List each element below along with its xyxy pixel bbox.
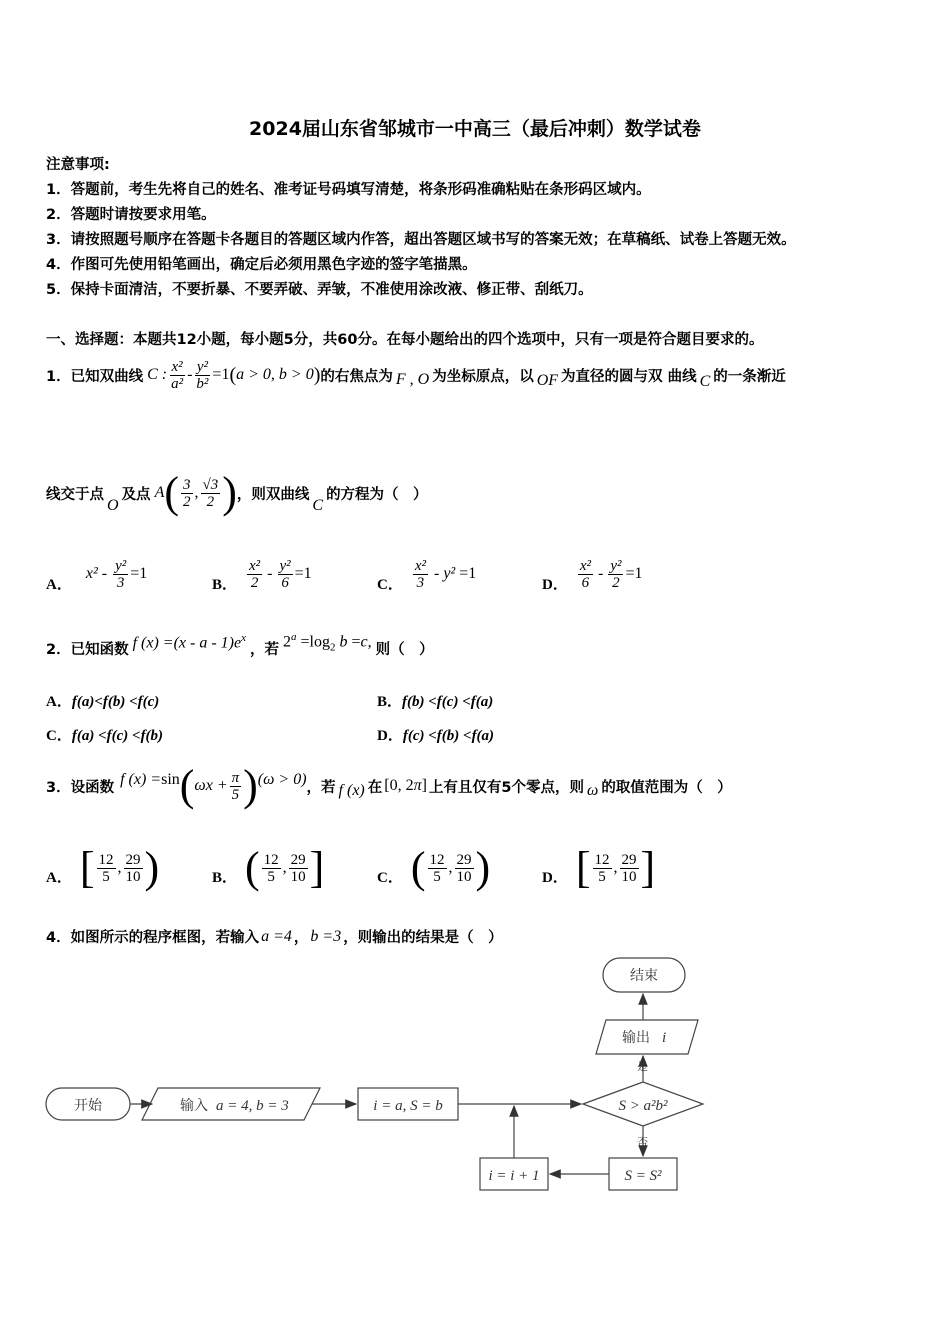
q1-text: 为直径的圆与双 曲线 xyxy=(561,368,697,385)
q3-text: 上有且仅有5个零点，则 xyxy=(428,779,585,796)
note-item: 4．作图可先使用铅笔画出，确定后必须用黑色字迹的签字笔描黑。 xyxy=(46,257,477,273)
q1-hyperbola-formula: C : xyxy=(147,366,168,383)
fraction: $\frac{\text{x²}}{\text{a²}}$ xyxy=(171,358,184,392)
flow-yes-label: 是 xyxy=(637,1060,648,1073)
question-3: 3．设函数 f (x) = sin ( ωx + $\frac{\pi}{5}$ ) (ω > 0) ，若 f (x) 在 [0, 2π] 上有且仅有5个零点，则 ω 的取值范围为（ ） xyxy=(46,761,732,810)
q3-text: 在 xyxy=(367,779,383,796)
q2-option-c[interactable]: C．f(a) <f(c) <f(b) xyxy=(46,728,164,744)
flow-assign-label: i = a, S = b xyxy=(373,1098,443,1114)
q2-text: ，若 xyxy=(250,641,279,658)
flow-square-label: S = S² xyxy=(624,1168,662,1184)
flow-no-label: 否 xyxy=(637,1136,648,1149)
q1-number: 1．已知双曲线 xyxy=(46,368,144,385)
q4-text: ，则输出的结果是（ ） xyxy=(343,930,503,946)
flow-output-math: i xyxy=(662,1030,667,1046)
note-item: 3．请按照题号顺序在答题卡各题目的答题区域内作答，超出答题区域书写的答案无效；在草稿纸、试卷上答题无效。 xyxy=(46,232,796,248)
flowchart xyxy=(0,950,950,1210)
q4-math: b =3 xyxy=(310,927,342,945)
question-4 xyxy=(46,926,503,947)
q3-text: 3．设函数 xyxy=(46,779,115,796)
q1-option-b[interactable]: B． $\frac{\text{x²}}{2}$ - $\frac{\text{y²}}{6}$ =1 xyxy=(212,557,312,593)
flow-condition-label: S > a²b² xyxy=(618,1098,668,1114)
q4-math: a =4 xyxy=(261,927,292,945)
q1-text: 的方程为（ ） xyxy=(326,486,428,503)
q3-text: 的取值范围为（ ） xyxy=(601,779,732,796)
question-1-line-1: 1．已知双曲线 C : $\frac{\text{x²}}{\text{a²}}$ - $\frac{\text{y²}}{\text{b²}}$ =1 ( a > 0, b > 0 ) 的右焦点为 F , O 为坐标原点，以 OF 为直径的圆与双 曲线 C 的一条渐近 xyxy=(46,358,786,392)
q2-text: 2．已知函数 xyxy=(46,641,129,658)
question-1-line-2: 线交于点 O 及点 A ( $\frac{3}{2}$ , $\frac{√3}{2}$ ) ，则双曲线 C 的方程为（ ） xyxy=(46,468,428,517)
fraction: $\frac{\text{y²}}{\text{b²}}$ xyxy=(196,358,209,392)
flow-input-math: a = 4, b = 3 xyxy=(216,1098,289,1114)
q1-text: ，则双曲线 xyxy=(236,486,310,503)
q3-option-b[interactable]: B． ( $\frac{12}{5}$ , $\frac{29}{10}$ ] xyxy=(212,843,325,892)
q1-text: 为坐标原点，以 xyxy=(432,368,534,385)
flow-increment-label: i = i + 1 xyxy=(488,1168,540,1184)
q1-text: 的右焦点为 xyxy=(320,368,393,385)
page-title: 2024届山东省邹城市一中高三（最后冲刺）数学试卷 xyxy=(249,118,701,140)
flow-output-label: 输出 xyxy=(622,1030,650,1046)
note-item: 1．答题前，考生先将自己的姓名、准考证号码填写清楚，将条形码准确粘贴在条形码区域内。 xyxy=(46,182,651,198)
q1-option-a[interactable]: A． x² - $\frac{\text{y²}}{3}$ =1 xyxy=(46,557,148,593)
q1-option-d[interactable]: D． $\frac{\text{x²}}{6}$ - $\frac{\text{y²}}{2}$ =1 xyxy=(542,557,643,593)
q3-option-a[interactable]: A． [ $\frac{12}{5}$ , $\frac{29}{10}$ ) xyxy=(46,843,160,892)
q1-text: 线交于点 xyxy=(46,486,104,503)
q2-text: 则（ ） xyxy=(375,641,434,658)
flow-input-label: 输入 xyxy=(180,1098,208,1114)
q3-option-c[interactable]: C． ( $\frac{12}{5}$ , $\frac{29}{10}$ ) xyxy=(377,843,491,892)
q3-option-d[interactable]: D． [ $\frac{12}{5}$ , $\frac{29}{10}$ ] xyxy=(542,843,656,892)
notes-heading: 注意事项: xyxy=(46,157,110,173)
q1-text: 及点 xyxy=(121,486,151,503)
q1-text: 的一条渐近 xyxy=(713,368,786,385)
q3-text: ，若 xyxy=(306,779,336,796)
q4-text: 4．如图所示的程序框图，若输入 xyxy=(46,930,260,946)
note-item: 5．保持卡面清洁，不要折暴、不要弄破、弄皱，不准使用涂改液、修正带、刮纸刀。 xyxy=(46,282,593,298)
section-heading: 一、选择题：本题共12小题，每小题5分，共60分。在每小题给出的四个选项中，只有一项是符合题目要求的。 xyxy=(46,332,764,348)
question-2: 2．已知函数 f $(x) =(x - a - 1)e^x$ ，若 $2^a =\log_2$ b =c, 则（ ） xyxy=(46,630,434,658)
q1-option-c[interactable]: C． $\frac{\text{x²}}{3}$ - y² =1 xyxy=(377,557,477,593)
q2-option-d[interactable]: D．f(c) <f(b) <f(a) xyxy=(377,728,495,744)
note-item: 2．答题时请按要求用笔。 xyxy=(46,207,216,223)
q2-option-a[interactable]: A．f(a)<f(b) <f(c) xyxy=(46,694,160,710)
flow-start-label: 开始 xyxy=(74,1098,102,1114)
q2-option-b[interactable]: B．f(b) <f(c) <f(a) xyxy=(377,694,494,710)
flow-end-label: 结束 xyxy=(630,968,658,984)
q4-text: ， xyxy=(293,930,309,946)
